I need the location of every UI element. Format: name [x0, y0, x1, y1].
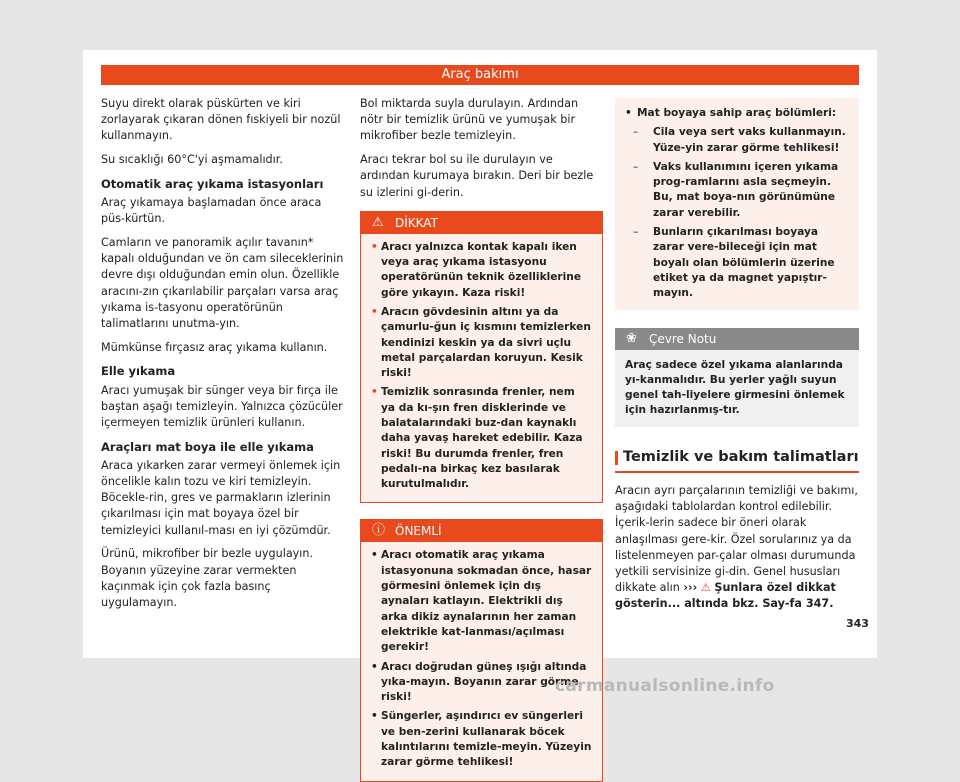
- notice-body: [361, 542, 602, 780]
- page-number: 343: [846, 617, 869, 630]
- paragraph: [615, 483, 859, 613]
- warning-item: • Aracı yalnızca kontak kapalı iken veya araç yıkama istasyonu operatörünün teknik özelliklerine göre yıkayın. Kaza riski!: [371, 240, 592, 301]
- notice-item: • Süngerler, aşındırıcı ev süngerleri ve ben-zerini kullanarak böcek kalıntılarını temizle-meyin. Yüzeyin zarar görme tehlikesi!: [371, 709, 592, 770]
- notice-item: • Aracı otomatik araç yıkama istasyonuna sokmadan önce, hasar görmesini önlemek için dış aynaları katlayın. Elektrikli dış arka dikiz aynalarının her zaman elektrikle kat-lanması/açılması gerekir!: [371, 548, 592, 655]
- info-circle-icon: ⓘ: [372, 523, 386, 539]
- matte-paint-list: [615, 98, 859, 310]
- list-item: – Cila veya sert vaks kullanmayın. Yüze-yin zarar görme tehlikesi!: [633, 125, 849, 156]
- paragraph-text: Aracın ayrı parçalarının temizliği ve bakımı, aşağıdaki tablolardan kontrol edilebilir. İçerik-lerin sadece bir öneri olarak anlaşılması gere-kir. Özel sorularınız ya da listelenmeyen par-çalar olması durumunda yetkili servisinize gi-din. Genel hususları dikkate alın: [615, 483, 858, 595]
- subheading: Otomatik araç yıkama istasyonları: [101, 176, 324, 191]
- warning-item: • Temizlik sonrasında frenler, nem ya da kı-şın fren disklerinde ve balatalarındaki buz-dan kaynaklı daha yavaş hareket edebilir. Kaza riski! Bu durumda frenler, fren pedalı-na birkaç kez basılarak kurutulmalıdır.: [371, 385, 592, 492]
- paragraph: Mümkünse fırçasız araç yıkama kullanın.: [101, 340, 328, 354]
- watermark: carmanualsonline.info: [555, 676, 775, 696]
- paragraph: Su sıcaklığı 60°C'yi aşmamalıdır.: [101, 153, 283, 167]
- paragraph: Araca yıkarken zarar vermeyi önlemek için öncelikle kalın tozu ve kiri temizleyin. Böcekle-rin, gres ve parmakların izlerinin çıkarılması için mat boyaya özel bir temizleyici kullanıl-ması en iyi çözümdür.: [101, 458, 341, 537]
- paragraph: Ürünü, mikrofiber bir bezle uygulayın. Boyanın yüzeyine zarar vermekten kaçınmak için çok fazla basınç uygulamayın.: [101, 547, 314, 609]
- list-item: – Bunların çıkarılması boyaya zarar vere-bileceği için mat boyalı olan bölümlerin üzerine etiket ya da magnet yapıştır-mayın.: [633, 225, 849, 301]
- flower-icon: ❀: [626, 330, 637, 346]
- environment-note-title: Çevre Notu: [649, 331, 717, 346]
- environment-note-box: [615, 328, 859, 427]
- paragraph: Aracı tekrar bol su ile durulayın ve ardından kurumaya bırakın. Deri bir bezle su izlerini gi-derin.: [360, 153, 594, 199]
- warning-triangle-icon: ⚠: [700, 581, 711, 595]
- environment-note-body: Araç sadece özel yıkama alanlarında yı-kanmalıdır. Bu yerler yağlı suyun genel tah-liyelere girmesini önlemek için hazırlanmış-tır.: [625, 358, 845, 417]
- paragraph: Bol miktarda suyla durulayın. Ardından nötr bir temizlik ürünü ve yumuşak bir mikrofiber bezle temizleyin.: [360, 97, 579, 143]
- page-header: Araç bakımı: [101, 65, 859, 85]
- paragraph: Suyu direkt olarak püskürten ve kiri zorlayarak çıkaran dönen fıskiyeli bir nozül kullanmayın.: [101, 97, 341, 143]
- warning-item: • Aracın gövdesinin altını ya da çamurlu-ğun iç kısmını temizlerken kendinizi keskin ya da sivri uçlu metal parçalardan koruyun. Kesik riski!: [371, 305, 592, 381]
- section-title: Temizlik ve bakım talimatları: [615, 449, 859, 473]
- cross-reference-link[interactable]: Şunlara özel dikkat gösterin... altında bkz. Say-fa 347.: [615, 581, 836, 611]
- paragraph: Araç yıkamaya başlamadan önce araca püs-kürtün.: [101, 196, 322, 226]
- paragraph: Aracı yumuşak bir sünger veya bir fırça ile baştan aşağı temizleyin. Yalnızca çözücüler içermeyen temizlik ürünleri kullanın.: [101, 383, 343, 429]
- subheading: Elle yıkama: [101, 364, 176, 379]
- column-3: [615, 96, 859, 620]
- environment-note-header: [615, 328, 859, 350]
- notice-title: ÖNEMLİ: [395, 524, 442, 539]
- warning-triangle-icon: ⚠: [372, 214, 384, 230]
- reference-arrows: ›››: [683, 581, 698, 595]
- column-1: [101, 96, 349, 619]
- subheading: Araçları mat boya ile elle yıkama: [101, 439, 314, 454]
- list-heading: • Mat boyaya sahip araç bölümleri:: [625, 106, 849, 121]
- warning-title: DİKKAT: [395, 215, 438, 230]
- list-item: – Vaks kullanımını içeren yıkama prog-ramlarını asla seçmeyin. Bu, mat boya-nın görünümüne zarar verebilir.: [633, 160, 849, 221]
- notice-box: [360, 519, 603, 781]
- notice-item: • Aracı doğrudan güneş ışığı altında yıka-mayın. Boyanın zarar görme riski!: [371, 660, 592, 706]
- notice-header: [361, 520, 602, 542]
- paragraph: Camların ve panoramik açılır tavanın* kapalı olduğundan ve ön cam sileceklerinin devre dışı olduğundan emin olun. Özellikle aracını-zın çıkarılabilir parçaları varsa araç yıkama is-tasyonu operatörünün talimatlarını unutma-yın.: [101, 235, 344, 330]
- warning-header: [361, 212, 602, 234]
- warning-body: [361, 234, 602, 503]
- warning-box: [360, 211, 603, 504]
